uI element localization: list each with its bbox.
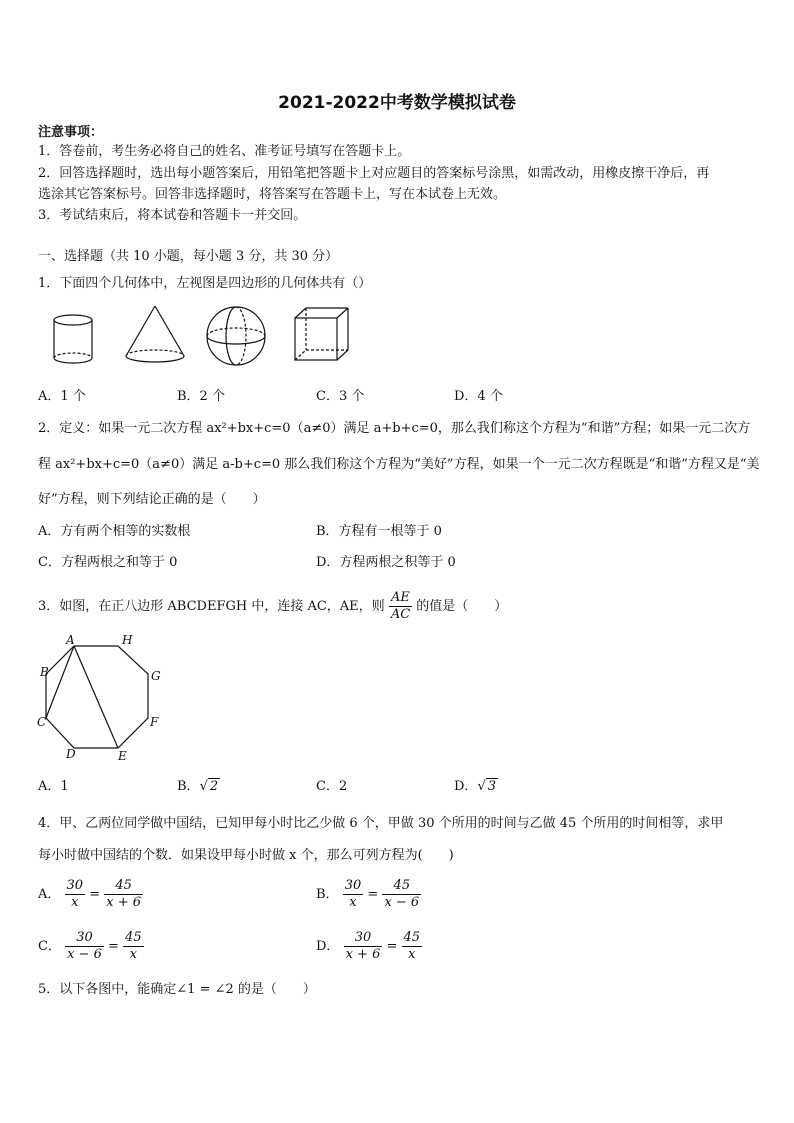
q3-stem-prefix: 3．如图，在正八边形 ABCDEFGH 中，连接 AC，AE，则: [38, 599, 385, 614]
q4-option-b-label: B．: [316, 887, 339, 902]
vertex-label-e: E: [118, 749, 127, 763]
q3-option-c: C．2: [316, 779, 348, 794]
q2-option-d: D．方程两根之积等于 0: [316, 555, 456, 570]
q1-option-d: D．4 个: [454, 389, 503, 404]
q3-option-a: A．1: [38, 779, 69, 794]
vertex-label-f: F: [150, 715, 159, 729]
q2-option-a: A．方有两个相等的实数根: [38, 524, 191, 539]
segment-ac: [46, 646, 74, 718]
q4-line-1: 4．甲、乙两位同学做中国结，已知甲每小时比乙少做 6 个，甲做 30 个所用的时间与乙做 45 个所用的时间相等，求甲: [38, 816, 724, 831]
q5-stem: 5．以下各图中，能确定∠1 = ∠2 的是（ ）: [38, 982, 316, 997]
q1-option-a: A．1 个: [38, 389, 86, 404]
q3-fraction-denominator: AC: [390, 607, 411, 622]
equals-sign: =: [367, 887, 379, 902]
notice-line-2b: 选涂其它答案标号。回答非选择题时，将答案写在答题卡上，写在本试卷上无效。: [38, 187, 507, 202]
cone-figure: [126, 306, 184, 362]
vertex-label-h: H: [122, 633, 133, 647]
equals-sign: =: [108, 939, 119, 954]
notice-line-2a: 2．回答选择题时，选出每小题答案后，用铅笔把答题卡上对应题目的答案标号涂黑，如需改动，用橡皮擦干净后，再: [38, 166, 710, 181]
q2-option-b: B．方程有一根等于 0: [316, 524, 442, 539]
q4-option-c: C． $\frac{30}{x - 6}$ = $\frac{45}{x}$: [38, 930, 142, 962]
q4-option-a-label: A．: [38, 887, 61, 902]
segment-ae: [74, 646, 118, 748]
equals-sign: =: [89, 887, 101, 902]
section-heading: 一、选择题（共 10 小题，每小题 3 分，共 30 分）: [38, 249, 339, 264]
sqrt-symbol: √ 3: [477, 779, 497, 794]
vertex-label-g: G: [151, 669, 161, 683]
q3-stem-suffix: 的值是（ ）: [416, 599, 508, 614]
q2-line-3: 好”方程，则下列结论正确的是（ ）: [38, 492, 266, 507]
q1-solids-figure: [38, 300, 368, 372]
q3-option-b-label: B．: [177, 779, 200, 794]
q1-option-c: C．3 个: [316, 389, 365, 404]
vertex-label-a: A: [66, 633, 75, 647]
q4-option-d: D． $\frac{30}{x + 6}$ = $\frac{45}{x}$: [316, 930, 421, 962]
notice-line-1: 1．答卷前，考生务必将自己的姓名、准考证号填写在答题卡上。: [38, 144, 411, 159]
vertex-label-c: C: [37, 715, 47, 729]
sphere-figure: [207, 307, 265, 365]
q3-fraction: [389, 590, 412, 623]
octagon-outline: [46, 646, 148, 748]
q2-line-1: 2．定义：如果一元二次方程 ax²+bx+c=0（a≠0）满足 a+b+c=0，那么我们称这个方程为“和谐”方程；如果一元二次方: [38, 421, 751, 436]
sqrt-symbol: √ 2: [199, 779, 219, 794]
q2-option-c: C．方程两根之和等于 0: [38, 555, 178, 570]
q3-fraction-numerator: AE: [389, 590, 412, 607]
q4-option-c-label: C．: [38, 939, 61, 954]
equals-sign: =: [386, 939, 398, 954]
q4-option-b: B． $\frac{30}{x}$ = $\frac{45}{x - 6}$: [316, 878, 420, 910]
vertex-label-d: D: [66, 747, 76, 761]
cylinder-figure: [54, 315, 92, 363]
q4-option-d-label: D．: [316, 939, 340, 954]
q4-option-a: A． $\frac{30}{x}$ = $\frac{45}{x + 6}$: [38, 878, 142, 910]
q3-option-b: [177, 775, 220, 794]
page-title: 2021-2022中考数学模拟试卷: [278, 93, 516, 113]
cube-figure: [295, 308, 348, 360]
q3-stem: [38, 590, 507, 623]
notice-heading: 注意事项：: [38, 125, 104, 140]
notice-line-3: 3．考试结束后，将本试卷和答题卡一并交回。: [38, 208, 307, 223]
octagon-figure: [30, 632, 170, 764]
q3-option-d-label: D．: [454, 779, 478, 794]
q3-option-d: [454, 775, 498, 794]
q2-line-2: 程 ax²+bx+c=0（a≠0）满足 a-b+c=0 那么我们称这个方程为“美好”方程，如果一个一元二次方程既是“和谐”方程又是“美: [38, 457, 760, 472]
q1-stem: 1．下面四个几何体中，左视图是四边形的几何体共有（）: [38, 276, 372, 291]
q4-line-2: 每小时做中国结的个数．如果设甲每小时做 x 个，那么可列方程为( ): [38, 848, 454, 863]
q1-option-b: B．2 个: [177, 389, 225, 404]
vertex-label-b: B: [40, 665, 49, 679]
